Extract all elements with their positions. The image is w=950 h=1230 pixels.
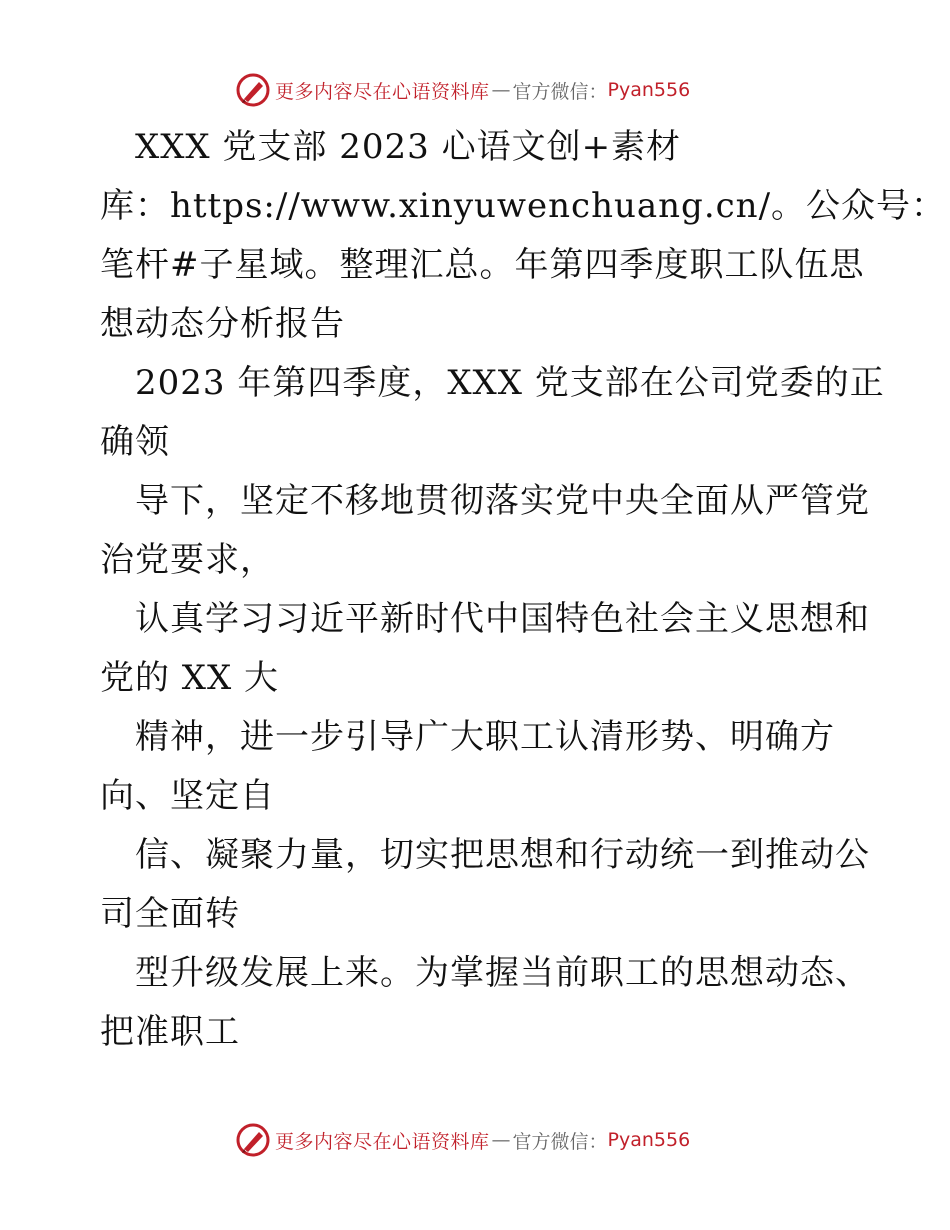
text-line: 导下，坚定不移地贯彻落实党中央全面从严管党	[135, 481, 870, 521]
text-line: 向、坚定自	[100, 776, 275, 816]
text-line: 精神，进一步引导广大职工认清形势、明确方	[135, 717, 835, 757]
text-line: 认真学习习近平新时代中国特色社会主义思想和	[135, 599, 870, 639]
document-body	[100, 118, 947, 1062]
text-line: XXX 党支部 2023 心语文创+素材	[135, 127, 682, 167]
text-line: 确领	[100, 422, 170, 462]
text-line: 党的 XX 大	[100, 658, 280, 698]
text-line: 把准职工	[100, 1012, 240, 1052]
footer-banner	[235, 1120, 715, 1160]
text-line: 库：https://www.xinyuwenchuang.cn/。公众号：	[100, 186, 947, 226]
header-wechat-id: Pyan556	[607, 79, 691, 101]
footer-wechat-id: Pyan556	[607, 1129, 691, 1151]
footer-site-text: 更多内容尽在心语资料库	[275, 1130, 490, 1153]
footer-dash: —	[491, 1129, 511, 1151]
text-line: 2023 年第四季度，XXX 党支部在公司党委的正	[135, 363, 885, 403]
text-line: 信、凝聚力量，切实把思想和行动统一到推动公	[135, 835, 870, 875]
text-line: 司全面转	[100, 894, 240, 934]
pen-logo-icon	[235, 1122, 271, 1158]
text-line: 型升级发展上来。为掌握当前职工的思想动态、	[135, 953, 870, 993]
header-site-text: 更多内容尽在心语资料库	[275, 80, 490, 103]
header-banner	[235, 70, 715, 110]
pen-logo-icon	[235, 72, 271, 108]
footer-wechat-label: 官方微信：	[512, 1130, 608, 1153]
header-wechat-label: 官方微信：	[512, 80, 608, 103]
header-dash: —	[491, 79, 511, 101]
text-line: 笔杆#子星域。整理汇总。年第四季度职工队伍思	[100, 245, 865, 285]
text-line: 治党要求，	[100, 540, 275, 580]
text-line: 想动态分析报告	[100, 304, 345, 344]
